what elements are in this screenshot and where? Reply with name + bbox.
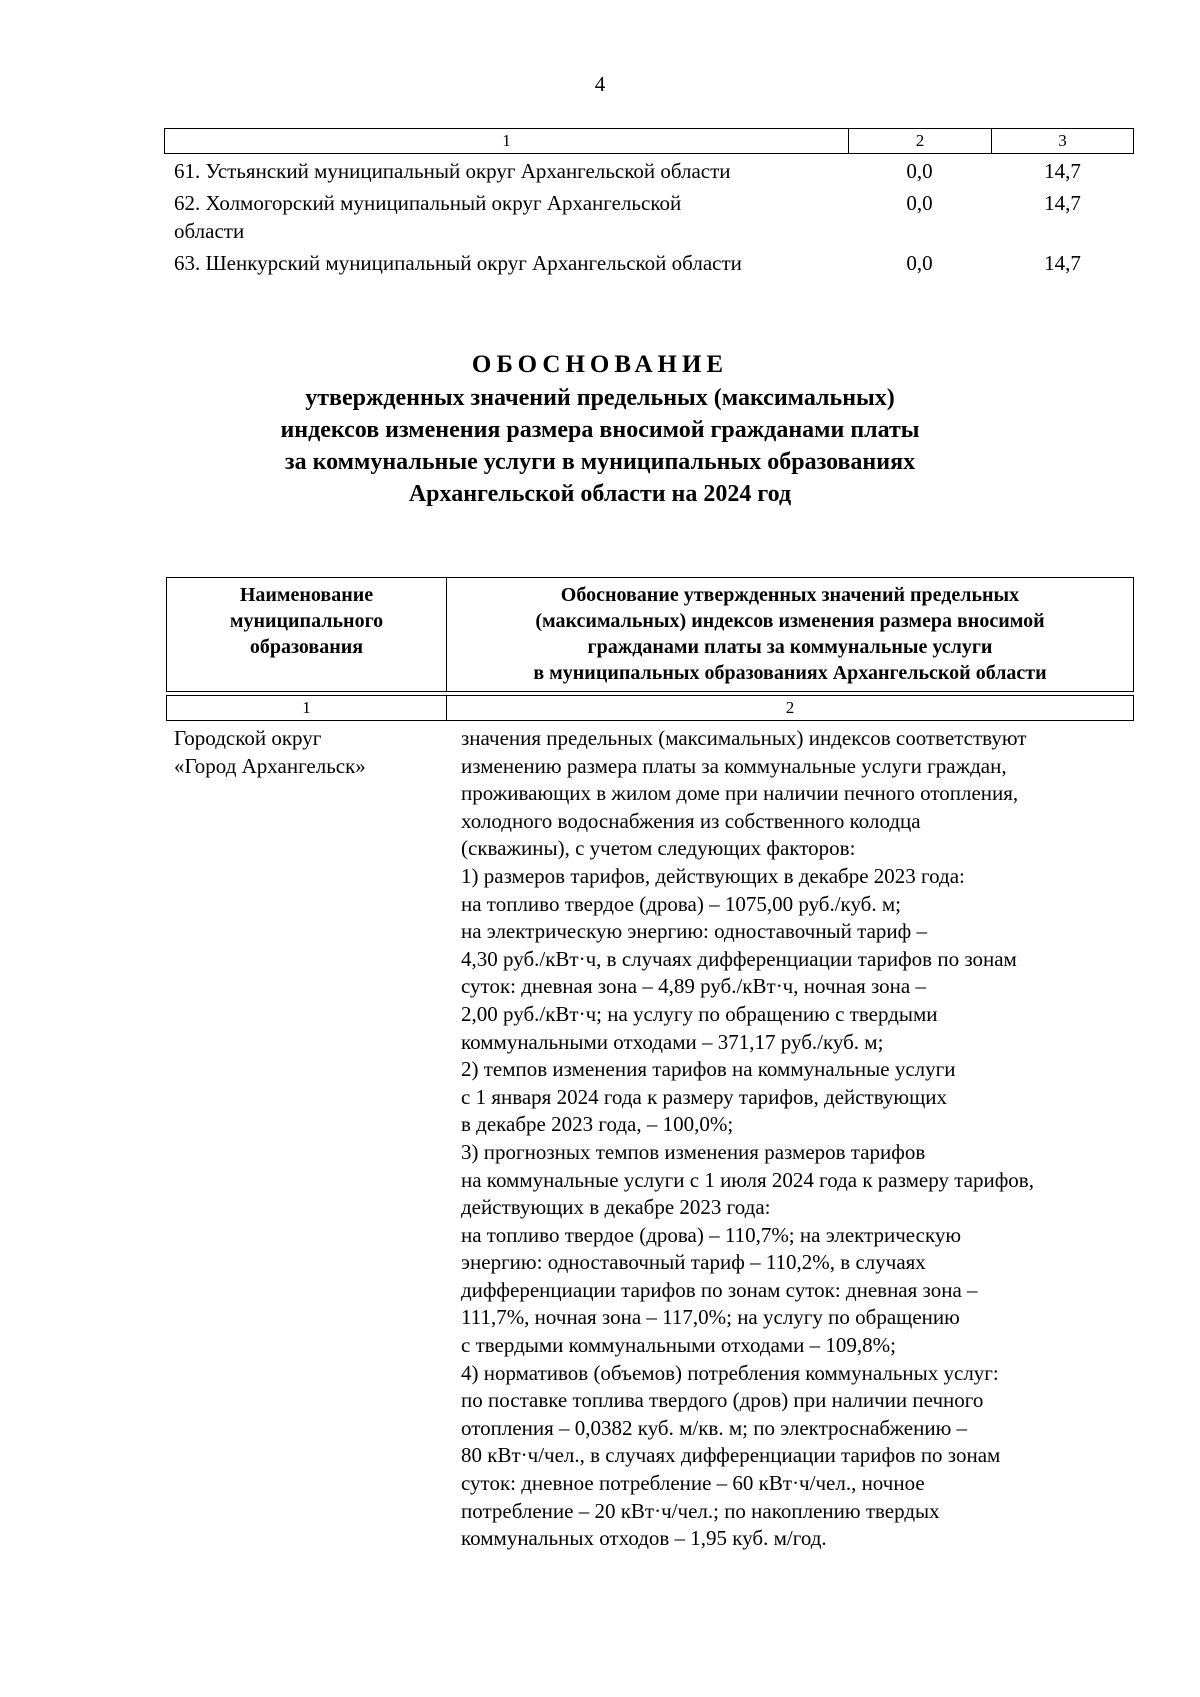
continuation-table bbox=[164, 128, 1134, 277]
header-municipality bbox=[167, 578, 447, 691]
justification-line: дифференциации тарифов по зонам суток: дневная зона – bbox=[461, 1277, 978, 1302]
header-line: (максимальных) индексов изменения размера вносимой bbox=[535, 610, 1045, 632]
justification-line: суток: дневное потребление – 60 кВт·ч/чел., ночное bbox=[461, 1471, 925, 1496]
justification-line: на коммунальные услуги с 1 июля 2024 года к размеру тарифов, bbox=[461, 1167, 1034, 1192]
header-line: муниципального bbox=[229, 610, 384, 632]
table-row bbox=[164, 157, 1134, 185]
page-number: 4 bbox=[594, 72, 606, 96]
justification-line: с твердыми коммунальными отходами – 109,8%; bbox=[461, 1333, 897, 1358]
heading-subtitle-line: индексов изменения размера вносимой гражданами платы bbox=[280, 417, 920, 443]
justification-line: 4,30 руб./кВт·ч, в случаях дифференциации тарифов по зонам bbox=[461, 946, 1017, 971]
municipality-cell bbox=[166, 725, 446, 1553]
municipality-name bbox=[164, 249, 848, 277]
heading-subtitle-line: за коммунальные услуги в муниципальных образованиях bbox=[284, 449, 916, 475]
justification-line: изменению размера платы за коммунальные услуги граждан, bbox=[461, 753, 1007, 778]
justification-line: по поставке топлива твердого (дров) при наличии печного bbox=[461, 1388, 984, 1413]
justification-line: в декабре 2023 года, – 100,0%; bbox=[461, 1112, 734, 1137]
header-line: Наименование bbox=[239, 584, 374, 606]
justification-line: 2) темпов изменения тарифов на коммунальные услуги bbox=[461, 1057, 956, 1082]
table-row bbox=[164, 249, 1134, 277]
justification-line: 3) прогнозных темпов изменения размеров тарифов bbox=[461, 1139, 926, 1164]
justification-line: (скважины), с учетом следующих факторов: bbox=[461, 836, 856, 861]
justification-line: энергию: одноставочный тариф – 110,2%, в случаях bbox=[461, 1250, 926, 1275]
header-line: в муниципальных образованиях Архангельской области bbox=[533, 662, 1047, 684]
header-line: образования bbox=[249, 636, 364, 658]
value-column-3: 14,7 bbox=[1044, 251, 1081, 275]
heading-subtitle bbox=[0, 382, 1200, 510]
justification-cell bbox=[446, 725, 1134, 1553]
value-column-2: 0,0 bbox=[906, 191, 933, 215]
justification-line: 80 кВт·ч/чел., в случаях дифференциации тарифов по зонам bbox=[461, 1443, 1001, 1468]
table-row bbox=[166, 725, 1134, 1553]
justification-line: суток: дневная зона – 4,89 руб./кВт·ч, ночная зона – bbox=[461, 974, 926, 999]
column-number: 2 bbox=[849, 129, 992, 153]
justification-line: 4) нормативов (объемов) потребления коммунальных услуг: bbox=[461, 1360, 999, 1385]
justification-line: коммунальными отходами – 371,17 руб./куб. м; bbox=[461, 1029, 884, 1054]
municipality-name-line: 63. Шенкурский муниципальный округ Архангельской области bbox=[174, 251, 742, 275]
justification-line: на электрическую энергию: одноставочный тариф – bbox=[461, 919, 927, 944]
justification-line: на топливо твердое (дрова) – 1075,00 руб./куб. м; bbox=[461, 891, 901, 916]
justification-line: действующих в декабре 2023 года: bbox=[461, 1195, 771, 1220]
column-number: 2 bbox=[785, 698, 795, 717]
justification-line: 1) размеров тарифов, действующих в декабре 2023 года: bbox=[461, 863, 965, 888]
justification-line: холодного водоснабжения из собственного колодца bbox=[461, 808, 921, 833]
column-number: 1 bbox=[165, 129, 849, 153]
municipality-line: Городской округ bbox=[174, 726, 322, 750]
justification-table-column-numbers bbox=[166, 695, 1134, 721]
justification-line: проживающих в жилом доме при наличии печного отопления, bbox=[461, 781, 1019, 806]
value-column-2: 0,0 bbox=[906, 251, 933, 275]
municipality-name-line: 62. Холмогорский муниципальный округ Архангельской bbox=[174, 191, 682, 215]
justification-line: 2,00 руб./кВт·ч; на услугу по обращению с твердыми bbox=[461, 1001, 938, 1026]
value-column-2: 0,0 bbox=[906, 159, 933, 183]
municipality-name-line: области bbox=[174, 219, 245, 243]
heading-subtitle-line: утвержденных значений предельных (максимальных) bbox=[305, 385, 895, 411]
column-number: 1 bbox=[167, 696, 447, 720]
continuation-table-body bbox=[164, 157, 1134, 277]
justification-line: значения предельных (максимальных) индексов соответствуют bbox=[461, 726, 1027, 750]
heading-subtitle-line: Архангельской области на 2024 год bbox=[408, 481, 792, 507]
justification-line: коммунальных отходов – 1,95 куб. м/год. bbox=[461, 1526, 827, 1551]
header-line: гражданами платы за коммунальные услуги bbox=[587, 636, 993, 658]
justification-table bbox=[166, 577, 1134, 1553]
municipality-line: «Город Архангельск» bbox=[174, 753, 366, 778]
justification-line: 111,7%, ночная зона – 117,0%; на услугу по обращению bbox=[461, 1305, 960, 1330]
value-column-3: 14,7 bbox=[1044, 191, 1081, 215]
justification-line: потребление – 20 кВт·ч/чел.; по накоплению твердых bbox=[461, 1498, 940, 1523]
column-number: 3 bbox=[1058, 131, 1067, 150]
municipality-name bbox=[164, 189, 848, 245]
table-row bbox=[164, 189, 1134, 245]
justification-table-header bbox=[166, 577, 1134, 692]
header-justification bbox=[447, 578, 1133, 691]
value-column-3: 14,7 bbox=[1044, 159, 1081, 183]
header-line: Обоснование утвержденных значений предельных bbox=[560, 584, 1020, 606]
justification-line: с 1 января 2024 года к размеру тарифов, действующих bbox=[461, 1084, 947, 1109]
continuation-table-header bbox=[164, 128, 1134, 154]
municipality-name-line: 61. Устьянский муниципальный округ Архангельской области bbox=[174, 159, 731, 183]
justification-line: на топливо твердое (дрова) – 110,7%; на электрическую bbox=[461, 1222, 962, 1247]
justification-line: отопления – 0,0382 куб. м/кв. м; по электроснабжению – bbox=[461, 1415, 968, 1440]
document-heading bbox=[0, 348, 1200, 510]
heading-title: ОБОСНОВАНИЕ bbox=[471, 351, 729, 378]
municipality-name bbox=[164, 157, 848, 185]
